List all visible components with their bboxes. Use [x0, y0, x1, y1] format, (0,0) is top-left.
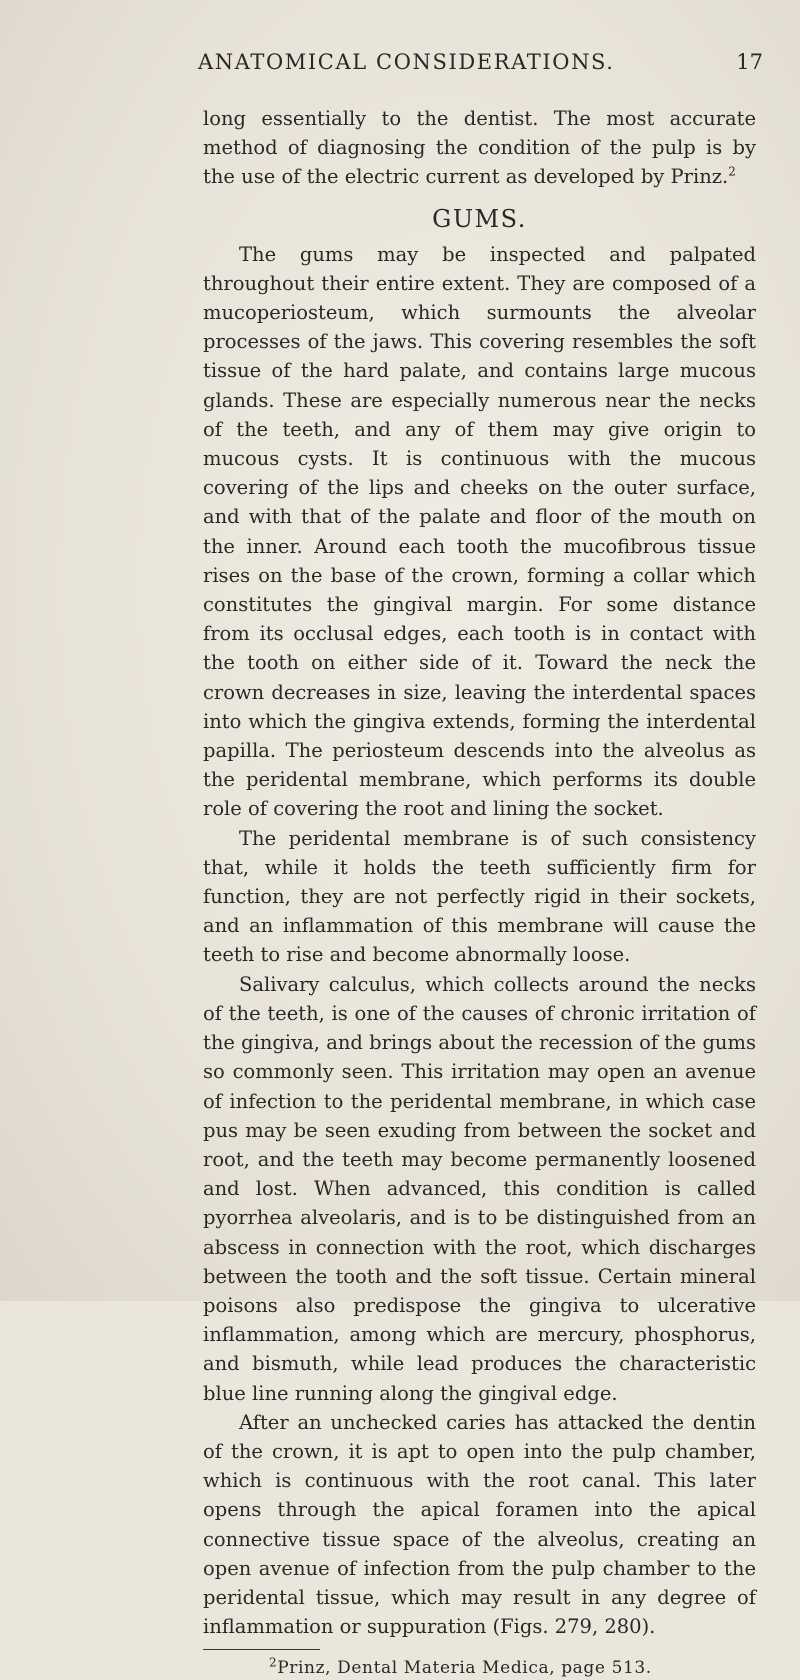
footnote-rule — [203, 1649, 320, 1650]
paragraph: After an unchecked caries has attacked the dentin of the crown, it is apt to open into the pulp chamber, which is continuous with the root canal. This later opens through the apical foramen into the apical connective tissue space of the alveolus, creating an open avenue of infection from the pulp chamber to the peridental tissue, which may result in any degree of inflammation or suppuration (Figs. 279, 280). — [203, 1410, 756, 1639]
paragraph-continued — [203, 104, 756, 192]
paragraph-text: long essentially to the dentist. The most accurate method of diagnosing the condition of the pulp is by the use of the electric current as developed by Prinz. — [203, 107, 756, 189]
footnote-text: Prinz, Dental Materia Medica, page 513. — [277, 1658, 652, 1679]
section-heading: GUMS. — [432, 204, 527, 233]
page-number: 17 — [736, 50, 763, 74]
paragraph: Salivary calculus, which collects around the necks of the teeth, is one of the causes of chronic irritation of the gingiva, and brings about the recession of the gums so commonly seen. This irritation may open an avenue of infection to the peridental membrane, in which case pus may be seen exuding from between the socket and root, and the teeth may become permanently loosened and lost. When advanced, this condition is called pyorrhea alveolaris, and is to be distinguished from an abscess in connection with the root, which discharges between the tooth and the soft tissue. Certain mineral poisons also predispose the gingiva to ulcerative inflammation, among which are mercury, phosphorus, and bismuth, while lead produces the characteristic blue line running along the gingival edge. — [203, 972, 756, 1405]
running-head — [198, 50, 763, 74]
footnote — [203, 1656, 756, 1680]
paragraph: The gums may be inspected and palpated throughout their entire extent. They are composed of a mucoperiosteum, which surmounts the alveolar processes of the jaws. This covering resembles the soft tissue of the hard palate, and contains large mucous glands. These are especially numerous near the necks of the teeth, and any of them may give origin to mucous cysts. It is continuous with the mucous covering of the lips and cheeks on the outer surface, and with that of the palate and floor of the mouth on the inner. Around each tooth the mucofibrous tissue rises on the base of the crown, forming a collar which constitutes the gingival margin. For some distance from its occlusal edges, each tooth is in contact with the tooth on either side of it. Toward the neck the crown decreases in size, leaving the interdental spaces into which the gingiva extends, forming the interdental papilla. The periosteum descends into the alveolus as the peridental membrane, which performs its double role of covering the root and lining the socket. — [203, 242, 756, 821]
body-text — [203, 104, 756, 1680]
footnote-marker: 2 — [269, 1655, 278, 1670]
footnote-reference: 2 — [728, 164, 736, 179]
paragraph: The peridental membrane is of such consistency that, while it holds the teeth sufficiently firm for function, they are not perfectly rigid in their sockets, and an inflammation of this membrane will cause the teeth to rise and become abnormally loose. — [203, 826, 756, 967]
running-title: ANATOMICAL CONSIDERATIONS. — [198, 50, 615, 74]
